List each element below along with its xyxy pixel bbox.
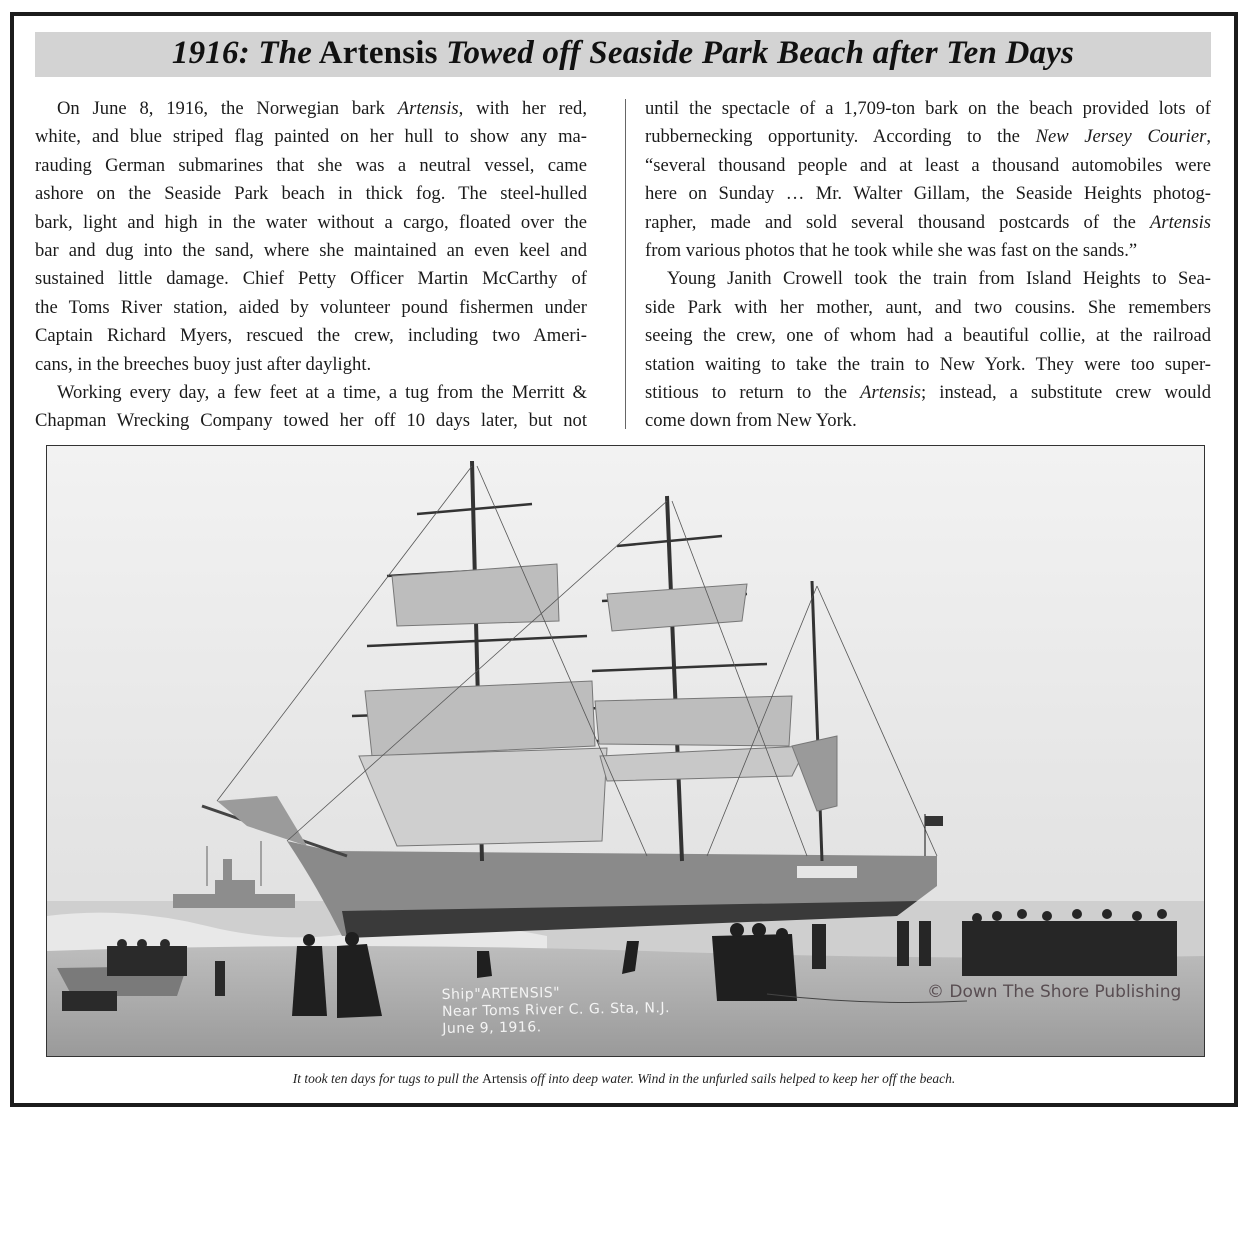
- text-run: the Toms River station, aided by volunteer pound fishermen under: [35, 296, 587, 318]
- text-line: [35, 322, 587, 350]
- text-line: [645, 407, 1211, 435]
- italic-title: New Jersey Courier: [1035, 126, 1207, 148]
- text-line: [35, 407, 587, 435]
- text-run: cans, in the breeches buoy just after daylight.: [35, 353, 372, 375]
- text-line: [35, 265, 587, 293]
- text-line: [35, 379, 587, 407]
- text-line: [35, 209, 587, 237]
- text-line: [645, 123, 1211, 151]
- text-line: [35, 123, 587, 151]
- text-run: rubbernecking opportunity. According to the: [645, 126, 1036, 148]
- handwritten-line: Ship"ARTENSIS": [441, 984, 561, 1003]
- artensis-photo: [46, 445, 1205, 1057]
- column-divider: [625, 99, 626, 429]
- text-run: rapher, made and sold several thousand postcards of the: [645, 211, 1151, 233]
- text-run: rauding German submarines that she was a neutral vessel, came: [35, 154, 587, 176]
- text-run: seeing the crew, one of whom had a beautiful collie, at the railroad: [645, 325, 1211, 347]
- text-run: until the spectacle of a 1,709-ton bark on the beach provided lots of: [645, 98, 1211, 119]
- text-line: [645, 379, 1211, 407]
- text-run: Young Janith Crowell took the train from Island Heights to Sea-: [667, 268, 1211, 290]
- title-band: [35, 32, 1211, 77]
- text-run: On June 8, 1916, the Norwegian bark: [57, 98, 398, 119]
- text-run: bar and dug into the sand, where she maintained an even keel and: [35, 239, 587, 261]
- text-run: ashore on the Seaside Park beach in thick fog. The steel-hulled: [35, 183, 587, 205]
- caption-before: It took ten days for tugs to pull the: [292, 1071, 483, 1086]
- text-run: “several thousand people and at least a thousand automobiles were: [645, 154, 1211, 176]
- text-line: [645, 152, 1211, 180]
- page-title: [35, 35, 1211, 72]
- text-line: [645, 237, 1211, 265]
- text-run: bark, light and high in the water without a cargo, floated over the: [35, 211, 587, 233]
- text-line: [35, 237, 587, 265]
- text-line: [645, 294, 1211, 322]
- text-run: Chapman Wrecking Company towed her off 10 days later, but not: [35, 410, 587, 432]
- text-run: here on Sunday … Mr. Walter Gillam, the Seaside Heights photog-: [645, 183, 1211, 205]
- title-year: 1916:: [171, 35, 250, 71]
- title-ship-name: Artensis: [318, 35, 438, 71]
- photo-caption: [14, 1071, 1234, 1087]
- text-run: white, and blue striped flag painted on her hull to show any ma-: [35, 126, 587, 148]
- text-line: [645, 180, 1211, 208]
- text-run: stitious to return to the: [645, 381, 861, 403]
- handwritten-photo-label: [442, 983, 671, 1038]
- text-line: [35, 152, 587, 180]
- text-run: station waiting to take the train to New York. They were too super-: [645, 353, 1211, 375]
- italic-title: Artensis: [860, 381, 922, 403]
- text-run: , with her red,: [458, 98, 587, 119]
- text-line: [35, 180, 587, 208]
- text-line: [645, 265, 1211, 293]
- text-run: Working every day, a few feet at a time, a tug from the Merritt &: [57, 381, 587, 403]
- caption-after: off into deep water. Wind in the unfurled sails helped to keep her off the beach.: [527, 1071, 956, 1086]
- copyright-watermark: © Down The Shore Publishing: [927, 982, 1182, 1002]
- text-line: [645, 322, 1211, 350]
- title-rest: Towed off Seaside Park Beach after Ten Days: [446, 35, 1075, 71]
- ship-photo-illustration: [47, 446, 1204, 1056]
- text-line: [645, 95, 1211, 123]
- text-run: ,: [1206, 126, 1211, 148]
- text-line: [645, 351, 1211, 379]
- caption-ship-name: Artensis: [482, 1071, 528, 1086]
- title-the: The: [258, 35, 313, 71]
- italic-title: Artensis: [397, 98, 459, 119]
- text-run: sustained little damage. Chief Petty Officer Martin McCarthy of: [35, 268, 587, 290]
- page-frame: [10, 12, 1238, 1107]
- text-run: side Park with her mother, aunt, and two cousins. She remembers: [645, 296, 1211, 318]
- text-run: from various photos that he took while she was fast on the sands.”: [645, 239, 1138, 261]
- text-line: [35, 294, 587, 322]
- text-line: [645, 209, 1211, 237]
- text-run: Captain Richard Myers, rescued the crew, including two Ameri-: [35, 325, 587, 347]
- handwritten-line: Near Toms River C. G. Sta, N.J.: [441, 1000, 671, 1020]
- article-column-right: [645, 95, 1211, 436]
- text-line: [35, 351, 587, 379]
- italic-title: Artensis: [1150, 211, 1211, 233]
- text-run: ; instead, a substitute crew would: [921, 381, 1211, 403]
- text-line: [35, 95, 587, 123]
- handwritten-line: June 9, 1916.: [442, 1019, 542, 1037]
- article-column-left: [35, 95, 587, 436]
- text-run: come down from New York.: [645, 410, 857, 432]
